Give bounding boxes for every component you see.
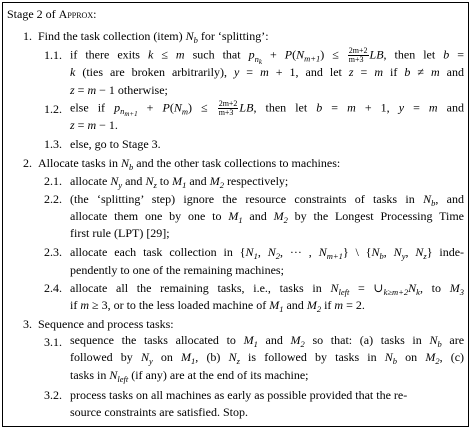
step-2-2-line-3: first rule (LPT) [29]; <box>70 226 170 241</box>
step-1-1-line-2: k (ties are broken arbitrarily), y = m + 1, and let z = m if b ≠ m and <box>70 65 464 80</box>
step-3-2-number: 3.2. <box>44 387 62 402</box>
step-2-3-number: 2.3. <box>44 245 62 260</box>
step-2-4-line-1: allocate all the remaining tasks, i.e., tasks in $N_{left}$ = $\cup_{k\ge m+2}N_k$, to $M_3$ <box>70 280 464 297</box>
step-2-1-number: 2.1. <box>44 173 62 188</box>
step-2-3-line-1: allocate each task collection in {$N_1$, $N_2$, ··· , $N_{m+1}$} \ {$N_b$, $N_y$, $N_z$} inde- <box>70 245 465 262</box>
stage-title-name: Approx: <box>58 7 97 22</box>
algorithm-box <box>2 2 469 427</box>
stage-title-prefix: Stage 2 of <box>7 7 56 22</box>
step-2-4-line-2: if m ≥ 3, or to the less loaded machine of $M_1$ and $M_2$ if m = 2. <box>70 297 365 314</box>
step-1 <box>23 30 269 45</box>
step-3-1-line-3: tasks in $N_{left}$ (if any) are at the end of its machine; <box>70 367 309 384</box>
step-1-3-number: 1.3. <box>44 136 62 151</box>
step-3-1-line-1: sequence the tasks allocated to $M_1$ and $M_2$ so that: (a) tasks in $N_b$ are <box>70 333 465 350</box>
step-1-3-line-1: else, go to Stage 3. <box>70 136 161 151</box>
step-2 <box>23 157 340 172</box>
step-2-number: 2. <box>23 155 32 170</box>
step-2-1-line-1: allocate $N_y$ and $N_z$ to $M_1$ and $M_2$ respectively; <box>70 173 289 190</box>
step-3-number: 3. <box>23 316 32 331</box>
step-3-1-line-2: followed by $N_y$ on $M_1$, (b) $N_z$ is followed by tasks in $N_b$ on $M_2$, (c) <box>70 350 465 367</box>
step-2-2-line-1: (the ‘splitting’ step) ignore the resource constraints of tasks in $N_b$, and <box>70 192 465 209</box>
step-2-2-number: 2.2. <box>44 192 62 207</box>
step-3-2-line-2: source constraints are satisfied. Stop. <box>70 404 248 419</box>
step-1-1-number: 1.1. <box>44 48 62 63</box>
step-3-1-number: 3.1. <box>44 335 62 350</box>
step-3-text: Sequence and process tasks: <box>35 316 174 331</box>
step-1-1-line-3: z = m − 1 otherwise; <box>70 82 168 97</box>
step-1-text: Find the task collection (item) $N_b$ for ‘splitting’: <box>35 29 269 46</box>
step-2-text: Allocate tasks in $N_b$ and the other task collections to machines: <box>35 155 341 172</box>
step-3 <box>23 318 174 330</box>
step-3-2-line-1: process tasks on all machines as early as possible provided that the re- <box>70 387 408 402</box>
step-2-3-line-2: pendently to one of the remaining machines; <box>70 262 284 277</box>
stage-title <box>7 8 96 20</box>
step-1-2-line-2: z = m − 1. <box>70 117 118 132</box>
step-1-2-line-1: else if $p_{n_{m+1}} + P(N_m)$ ≤ $\frac{2m+2}{m+3}$ LB, then let b = m + 1, y = m and <box>70 98 464 119</box>
step-1-2-number: 1.2. <box>44 102 62 117</box>
step-2-2-line-2: allocate them one by one to $M_1$ and $M_2$ by the Longest Processing Time <box>70 209 464 226</box>
step-1-number: 1. <box>23 29 32 44</box>
step-2-4-number: 2.4. <box>44 280 62 295</box>
step-1-1-line-1: if there exits k ≤ m such that $p_{n_k} + P(N_{m+1})$ ≤ $\frac{2m+2}{m+3}$ LB, then let b = <box>70 46 464 66</box>
